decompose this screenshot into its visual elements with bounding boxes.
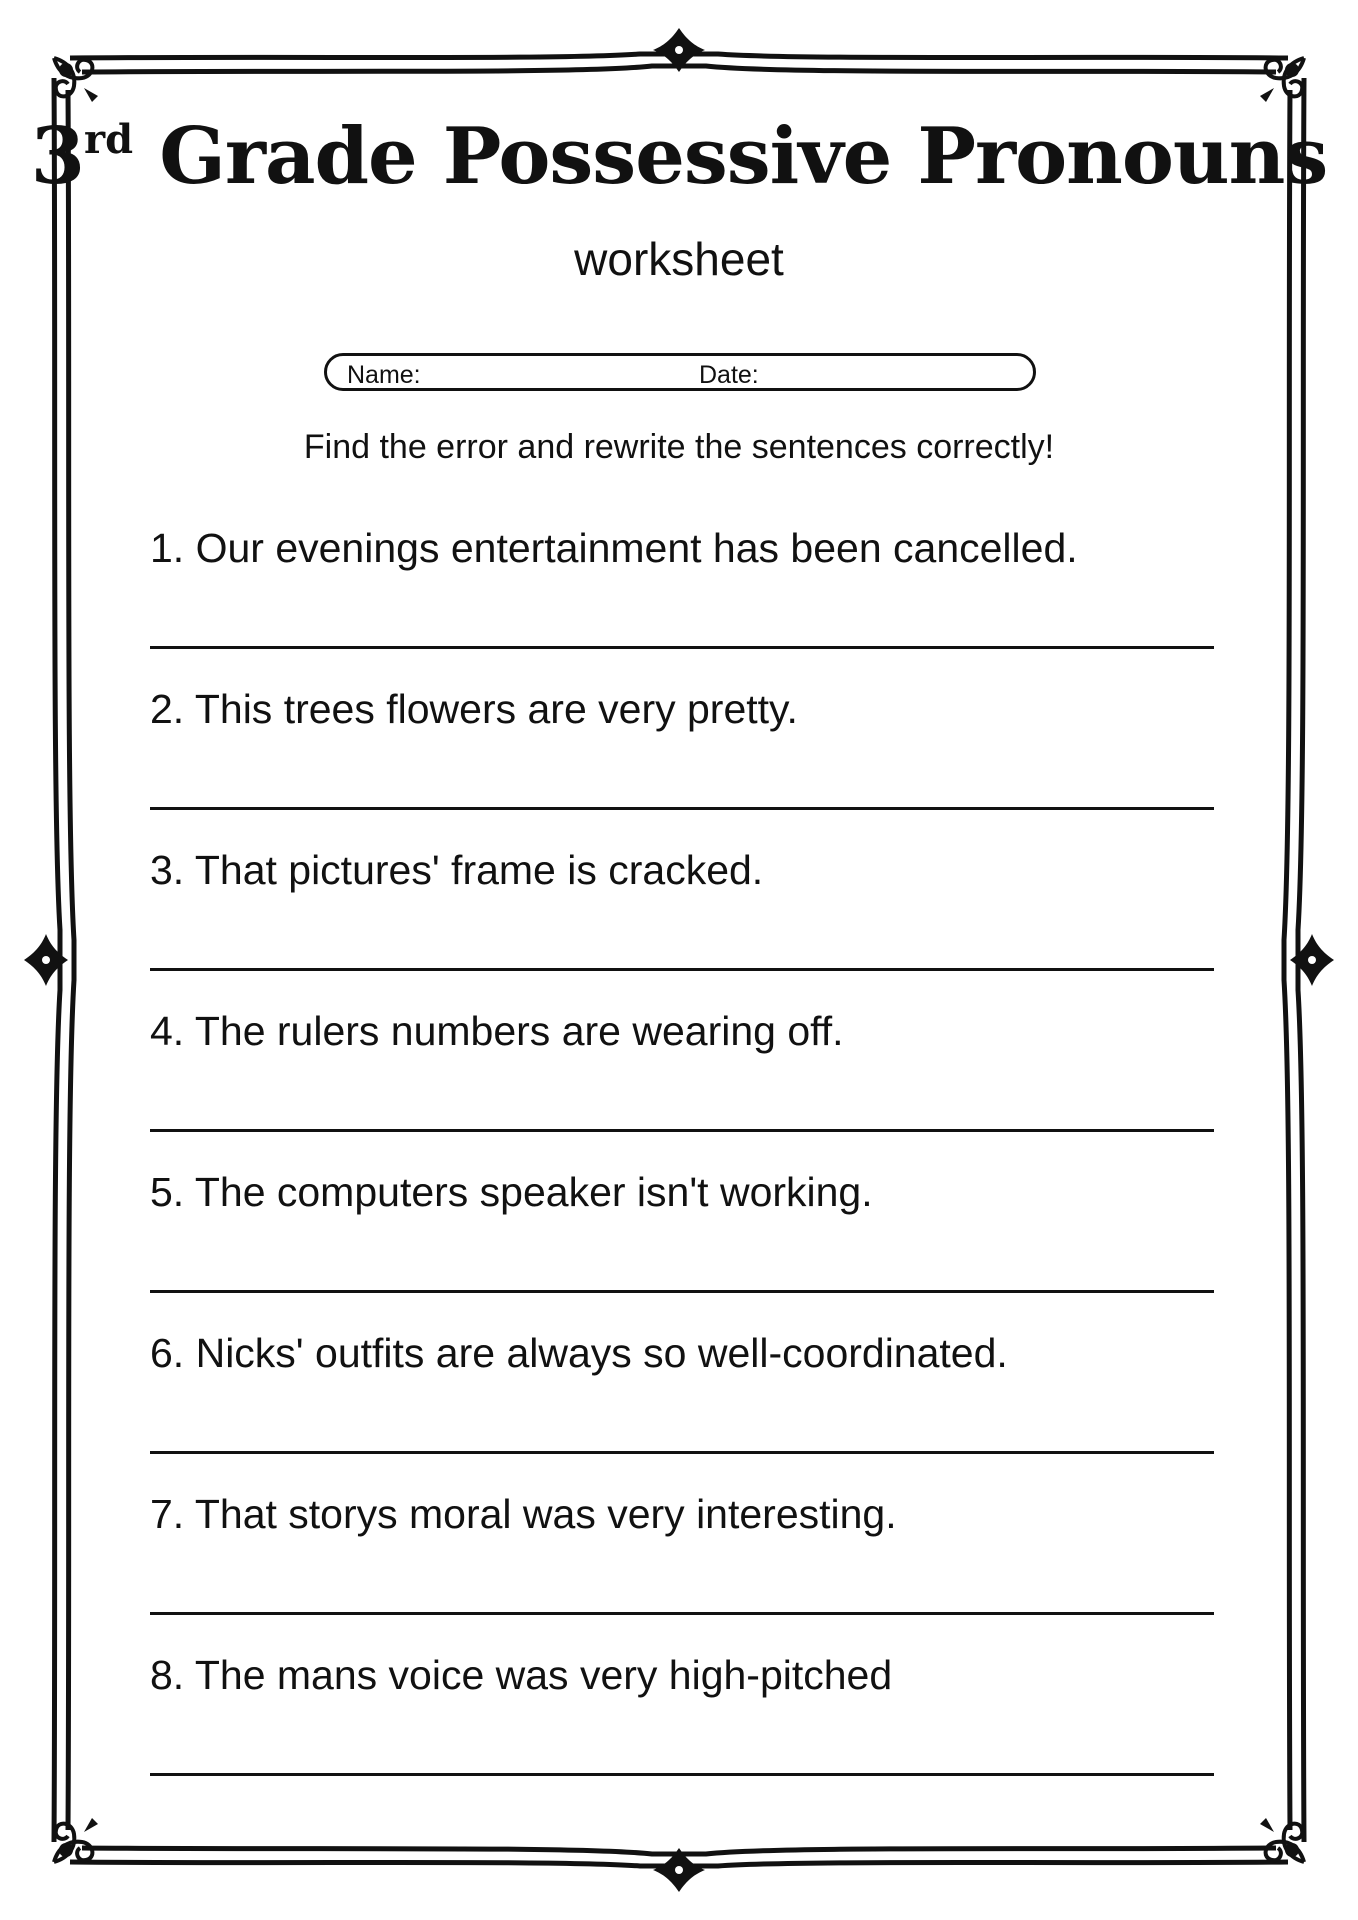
answer-line[interactable] (150, 1451, 1214, 1454)
title-main: Grade Possessive Pronouns (159, 111, 1328, 202)
answer-line[interactable] (150, 1612, 1214, 1615)
page-subtitle: worksheet (574, 233, 784, 285)
name-label: Name: (347, 361, 421, 389)
question-text: 4. The rulers numbers are wearing off. (150, 1008, 844, 1054)
title-superscript: rd (84, 116, 134, 163)
answer-line[interactable] (150, 1290, 1214, 1293)
question-text: 2. This trees flowers are very pretty. (150, 686, 798, 732)
answer-line[interactable] (150, 807, 1214, 810)
question-text: 7. That storys moral was very interesting. (150, 1491, 897, 1537)
question-text: 1. Our evenings entertainment has been cancelled. (150, 525, 1078, 571)
answer-line[interactable] (150, 646, 1214, 649)
question-text: 3. That pictures' frame is cracked. (150, 847, 764, 893)
question-item (150, 525, 1220, 678)
question-text: 8. The mans voice was very high-pitched (150, 1652, 893, 1698)
question-text: 5. The computers speaker isn't working. (150, 1169, 873, 1215)
question-item (150, 1652, 1220, 1805)
page-title (0, 111, 1358, 202)
date-label: Date: (699, 361, 759, 389)
instructions: Find the error and rewrite the sentences correctly! (303, 428, 1055, 466)
question-item (150, 847, 1220, 1000)
question-item (150, 1491, 1220, 1644)
question-item (150, 1008, 1220, 1161)
answer-line[interactable] (150, 1129, 1214, 1132)
question-text: 6. Nicks' outfits are always so well-coordinated. (150, 1330, 1008, 1376)
question-item (150, 1169, 1220, 1322)
question-item (150, 686, 1220, 839)
name-date-box[interactable] (324, 353, 1036, 391)
answer-line[interactable] (150, 968, 1214, 971)
title-prefix: 3 (30, 111, 85, 202)
question-item (150, 1330, 1220, 1483)
answer-line[interactable] (150, 1773, 1214, 1776)
